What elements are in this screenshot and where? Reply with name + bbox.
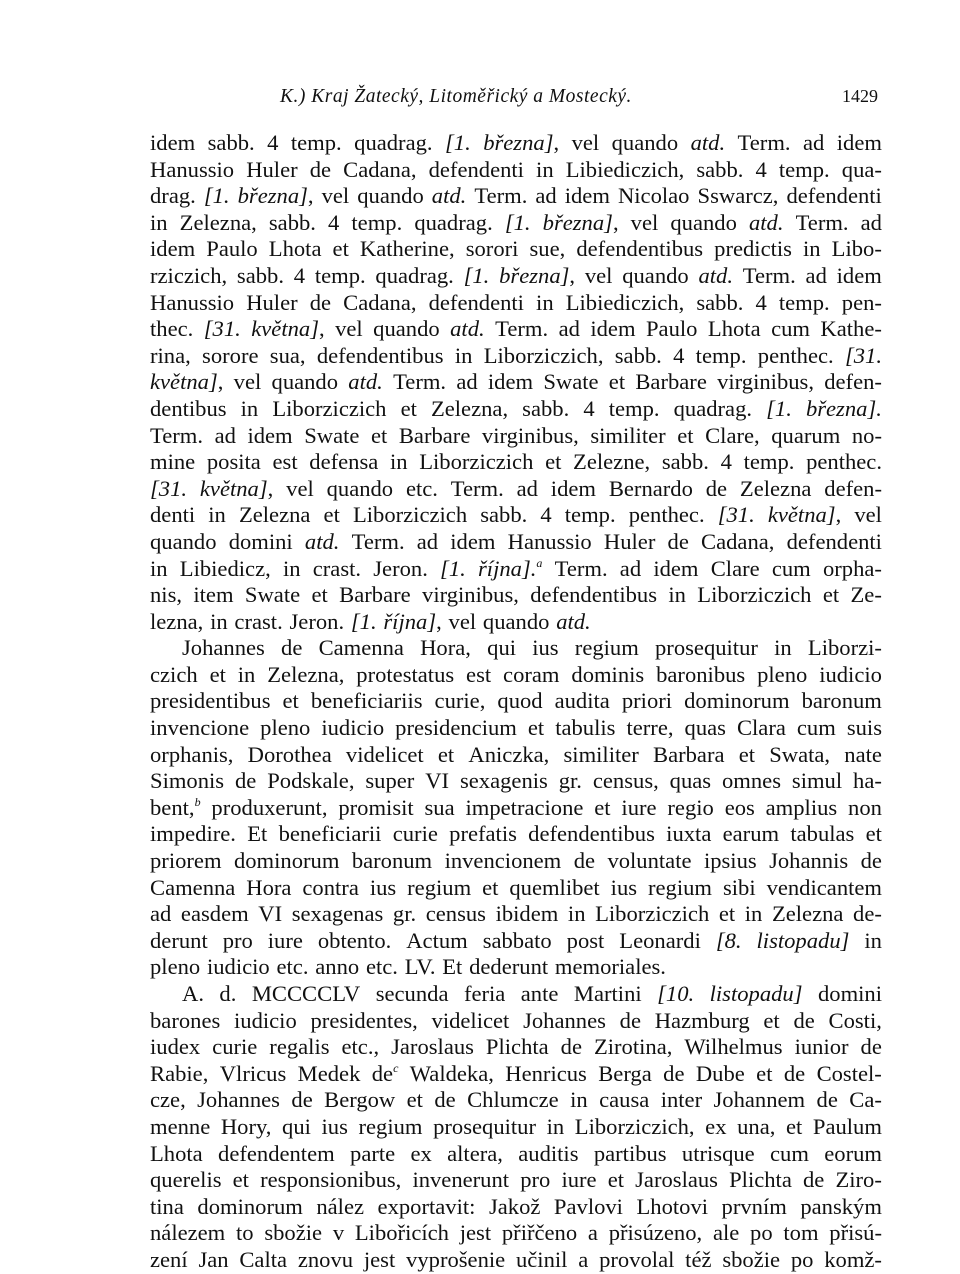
text-line: idem sabb. 4 temp. quadrag. [1. března], vel quando atd. Term. ad idem <box>150 130 882 155</box>
text-line: Hanussio Huler de Cadana, defendenti in Libiediczich, sabb. 4 temp. qua- <box>150 156 882 182</box>
text-line: pleno iudicio etc. anno etc. LV. Et dederunt memoriales. <box>150 954 666 980</box>
paragraph <box>150 981 882 1274</box>
text-line: ad easdem VI sexagenas gr. census ibidem in Liborziczich et in Zelezna de- <box>150 901 882 927</box>
paragraph <box>150 635 882 981</box>
page-number: 1429 <box>842 86 878 106</box>
text-line: rina, sorore sua, defendentibus in Liborziczich, sabb. 4 temp. penthec. [31. <box>150 342 882 368</box>
text-line: denti in Zelezna et Liborziczich sabb. 4 temp. penthec. [31. května], vel <box>150 502 882 528</box>
text-line: rziczich, sabb. 4 temp. quadrag. [1. března], vel quando atd. Term. ad idem <box>150 262 882 288</box>
text-line: bent,$^b$ produxerunt, promisit sua impetracione et iure regio eos amplius non <box>150 794 882 820</box>
text-line: cze, Johannes de Bergow et de Chlumcze in causa inter Johannem de Ca- <box>150 1087 882 1113</box>
text-line: nálezem to sbožie v Libořicích jest přiřčeno a přisúzeno, ale po tom přisú- <box>150 1220 882 1246</box>
text-line: invencione pleno iudicio presidencium et tabulis terre, quas Clara cum suis <box>150 715 882 741</box>
text-line: idem Paulo Lhota et Katherine, sorori sue, defendentibus predictis in Libo- <box>150 236 882 262</box>
text-line: Rabie, Vlricus Medek $de^c$ Waldeka, Henricus Berga de Dube et de Costel- <box>150 1060 882 1086</box>
text-line: impedire. Et beneficiarii curie prefatis defendentibus iuxta earum tabulas et <box>150 821 882 847</box>
text-line: drag. [1. března], vel quando atd. Term. ad idem Nicolao Sswarcz, defendenti <box>150 183 882 209</box>
text-line: zení Jan Calta znovu jest vyprošenie učinil a provolal též sbožie po komž- <box>150 1246 882 1272</box>
text-line: Camenna Hora contra ius regium et quemlibet ius regium sibi vendicantem <box>150 874 882 900</box>
text-line: czich et in Zelezna, protestatus est coram dominis baronibus pleno iudicio <box>150 661 882 687</box>
text-line: května], vel quando atd. Term. ad idem Swate et Barbare virginibus, defen- <box>150 369 882 395</box>
text-line: Term. ad idem Swate et Barbare virginibus, similiter et Clare, quarum no- <box>150 422 882 448</box>
text-line: Lhota defendentem parte ex altera, auditis partibus utrisque cum eorum <box>150 1140 882 1166</box>
text-line: Hanussio Huler de Cadana, defendenti in Libiediczich, sabb. 4 temp. pen- <box>150 289 882 315</box>
text-line: tina dominorum nález exportavit: Jakož Pavlovi Lhotovi prvním panským <box>150 1193 882 1219</box>
text-line: iudex curie regalis etc., Jaroslaus Plichta de Zirotina, Wilhelmus iunior de <box>150 1034 882 1060</box>
text-line: orphanis, Dorothea videlicet et Aniczka, similiter Barbara et Swata, nate <box>150 741 882 767</box>
paragraph <box>150 130 882 635</box>
text-line: priorem dominorum baronum invencionem de voluntate ipsius Johannis de <box>150 848 882 874</box>
text-line: thec. [31. května], vel quando atd. Term. ad idem Paulo Lhota cum Kathe- <box>150 316 882 342</box>
body-text <box>150 130 882 1274</box>
text-line: in Libiedicz, in crast. Jeron. [1. října].$^a$ Term. ad idem Clare cum orpha- <box>150 555 882 581</box>
text-line: barones iudicio presidentes, videlicet Johannes de Hazmburg et de Costi, <box>150 1007 882 1033</box>
text-line: derunt pro iure obtento. Actum sabbato post Leonardi [8. listopadu] in <box>150 927 882 953</box>
text-line: Simonis de Podskale, super VI sexagenis gr. census, quas omnes simul ha- <box>150 768 882 794</box>
text-line: nis, item Swate et Barbare virginibus, defendentibus in Liborziczich et Ze- <box>150 582 882 608</box>
text-line: in Zelezna, sabb. 4 temp. quadrag. [1. března], vel quando atd. Term. ad <box>150 209 882 235</box>
text-line: menne Hory, qui ius regium prosequitur in Liborziczich, ex una, et Paulum <box>150 1113 882 1139</box>
text-line: [31. května], vel quando etc. Term. ad idem Bernardo de Zelezna defen- <box>150 475 882 501</box>
text-line: presidentibus et beneficiariis curie, quod audita priori dominorum baronum <box>150 688 882 714</box>
text-line: dentibus in Liborziczich et Zelezna, sabb. 4 temp. quadrag. [1. března]. <box>150 395 882 421</box>
text-line: lezna, in crast. Jeron. [1. října], vel quando atd. <box>150 608 591 634</box>
text-line: Johannes de Camenna Hora, qui ius regium prosequitur in Liborzi- <box>182 635 882 661</box>
text-line: quando domini atd. Term. ad idem Hanussio Huler de Cadana, defendenti <box>150 528 882 554</box>
running-header <box>150 86 878 108</box>
text-line: mine posita est defensa in Liborziczich et Zelezne, sabb. 4 temp. penthec. <box>150 449 882 475</box>
text-line: A. d. MCCCCLV secunda feria ante Martini [10. listopadu] domini <box>182 981 882 1006</box>
text-line: querelis et responsionibus, invenerunt pro iure et Jaroslaus Plichta de Ziro- <box>150 1167 882 1193</box>
header-title: K.) Kraj Žatecký, Litoměřický a Mostecký. <box>280 86 632 107</box>
